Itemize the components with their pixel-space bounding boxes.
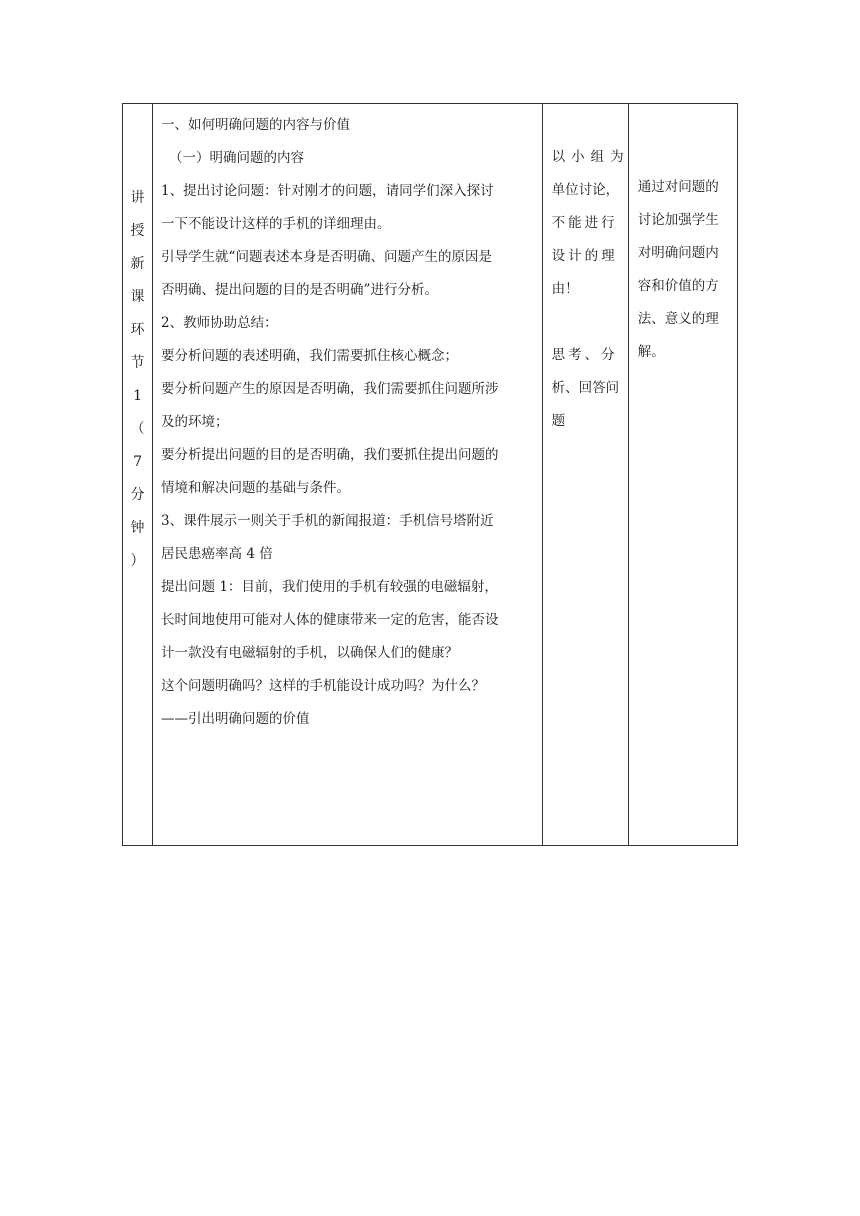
- spacer: [552, 306, 622, 339]
- stage-label: [123, 104, 152, 578]
- content-line: 一下不能设计这样的手机的详细理由。: [161, 216, 391, 232]
- activity-line: 由！: [551, 281, 579, 297]
- table-row: [123, 104, 738, 846]
- content-line: 提出问题 1：目前，我们使用的手机有较强的电磁辐射，: [161, 579, 498, 595]
- stage-char: 分: [130, 487, 145, 503]
- subsection-heading: （一）明确问题的内容: [169, 150, 305, 166]
- stage-char: 讲: [130, 190, 145, 206]
- content-line: 否明确、提出问题的目的是否明确”进行分析。: [161, 282, 438, 298]
- section-heading: 一、如何明确问题的内容与价值: [161, 117, 351, 133]
- content-line: 引导学生就“问题表述本身是否明确、问题产生的原因是: [161, 249, 492, 265]
- stage-char: 节: [130, 355, 145, 371]
- teaching-content-cell: [153, 104, 543, 846]
- activity-line: 析、回答问: [551, 380, 620, 396]
- stage-char: 钟: [130, 520, 145, 536]
- content-line: 要分析提出问题的目的是否明确，我们要抓住提出问题的: [161, 447, 499, 463]
- content-line: 情境和解决问题的基础与条件。: [161, 480, 351, 496]
- stage-char: 1: [133, 388, 142, 404]
- content-line: ——引出明确问题的价值: [161, 711, 310, 727]
- activity-line: 单位讨论，: [551, 182, 620, 198]
- stage-char: 授: [130, 223, 145, 239]
- content-line: 长时间地使用可能对人体的健康带来一定的危害，能否设: [161, 612, 499, 628]
- stage-char: 环: [130, 322, 145, 338]
- stage-char: 新: [130, 256, 145, 272]
- stage-char: 7: [133, 454, 142, 470]
- content-line: 要分析问题的表述明确，我们需要抓住核心概念；: [161, 348, 459, 364]
- stage-char: （: [130, 421, 145, 437]
- intent-line: 对明确问题内: [637, 245, 719, 261]
- content-line: 居民患癌率高 4 倍: [161, 546, 273, 562]
- content-line: 2、教师协助总结：: [161, 315, 278, 331]
- content-line: 1、提出讨论问题：针对刚才的问题，请同学们深入探讨: [161, 183, 494, 199]
- content-line: 3、课件展示一则关于手机的新闻报道：手机信号塔附近: [161, 513, 494, 529]
- content-line: 要分析问题产生的原因是否明确，我们需要抓住问题所涉: [161, 381, 499, 397]
- activity-line: 设计的理: [551, 248, 618, 264]
- intent-line: 通过对问题的: [637, 179, 719, 195]
- intent-line: 容和价值的方: [637, 278, 719, 294]
- activity-line: 题: [551, 413, 566, 429]
- stage-char: ）: [130, 553, 145, 569]
- activity-line: 思考、分: [551, 347, 618, 363]
- content-line: 这个问题明确吗？这样的手机能设计成功吗？为什么？: [161, 678, 486, 694]
- activity-line: 不能进行: [551, 215, 618, 231]
- stage-cell: [123, 104, 153, 846]
- intent-line: 法、意义的理: [637, 311, 719, 327]
- intent-line: 解。: [637, 344, 665, 360]
- activity-line: 以小组为: [551, 149, 630, 165]
- content-line: 及的环境；: [161, 414, 229, 430]
- student-activity-cell: [542, 104, 628, 846]
- design-intent-cell: [628, 104, 737, 846]
- stage-char: 课: [130, 289, 145, 305]
- lesson-plan-table: [122, 103, 738, 846]
- content-line: 计一款没有电磁辐射的手机，以确保人们的健康？: [161, 645, 459, 661]
- intent-line: 讨论加强学生: [637, 212, 719, 228]
